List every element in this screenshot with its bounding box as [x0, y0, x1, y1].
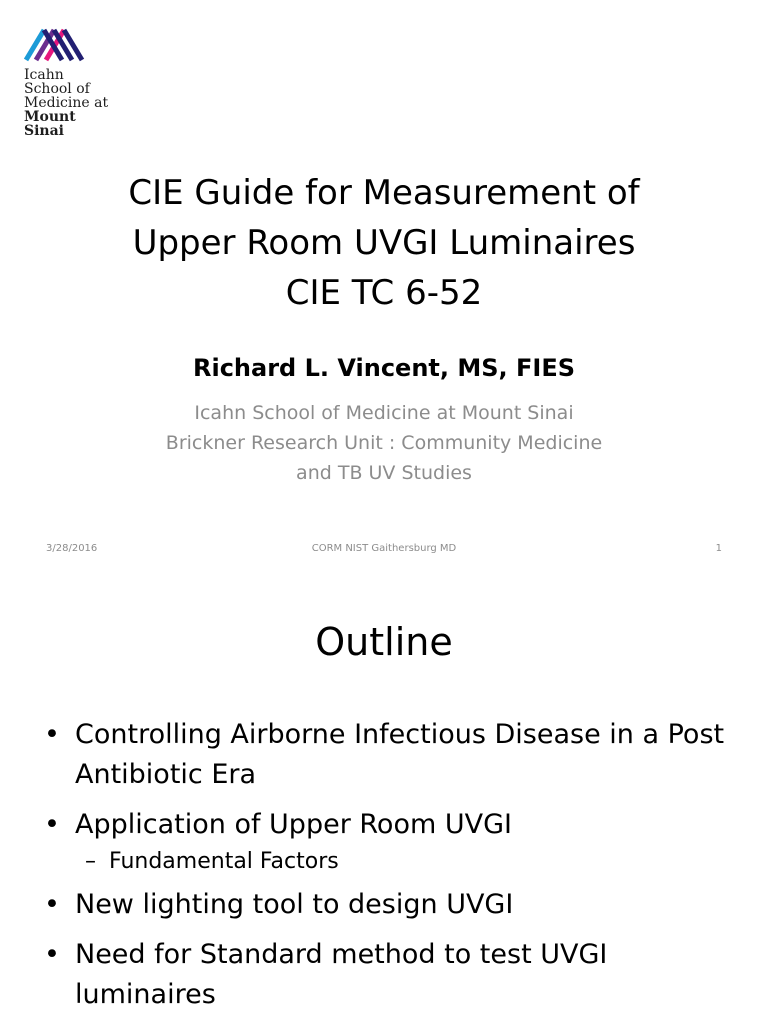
logo-mark-icon	[24, 26, 86, 62]
author-name: Richard L. Vincent, MS, FIES	[193, 354, 575, 382]
title-line: CIE Guide for Measurement of	[128, 173, 640, 213]
affiliation-line: Icahn School of Medicine at Mount Sinai	[194, 402, 574, 424]
logo-line: Mount	[24, 109, 76, 125]
logo-wordmark	[24, 68, 124, 138]
dash-icon: –	[85, 849, 96, 874]
outline-list	[44, 715, 744, 1025]
list-item	[44, 935, 744, 1015]
list-item	[44, 885, 744, 925]
bullet-icon: •	[44, 719, 60, 750]
list-item	[44, 715, 744, 795]
outline-slide	[0, 570, 768, 1024]
list-item-text: New lighting tool to design UVGI	[75, 889, 514, 920]
footer-date: 3/28/2016	[46, 543, 98, 554]
affiliation-line: Brickner Research Unit : Community Medicine	[165, 432, 603, 454]
list-item-text: Controlling Airborne Infectious Disease in a Post Antibiotic Era	[75, 719, 725, 790]
list-item-text: Application of Upper Room UVGI	[75, 809, 512, 840]
bullet-icon: •	[44, 939, 60, 970]
logo-line: Icahn	[24, 67, 64, 83]
list-item	[44, 805, 744, 845]
title-line: Upper Room UVGI Luminaires	[132, 223, 636, 263]
affiliation-line: and TB UV Studies	[296, 462, 472, 484]
school-logo	[24, 26, 124, 138]
affiliation	[0, 398, 768, 488]
list-item-text: Fundamental Factors	[109, 849, 339, 874]
footer-venue: CORM NIST Gaithersburg MD	[311, 543, 457, 554]
sub-list-item	[44, 845, 744, 879]
title-line: CIE TC 6-52	[285, 273, 483, 313]
slide-title	[0, 168, 768, 318]
bullet-icon: •	[44, 889, 60, 920]
logo-line: Sinai	[24, 123, 64, 139]
outline-title: Outline	[315, 620, 453, 664]
logo-line: Medicine at	[24, 95, 109, 111]
bullet-icon: •	[44, 809, 60, 840]
logo-line: School of	[24, 81, 90, 97]
footer-page-number: 1	[715, 543, 722, 554]
list-item-text: Need for Standard method to test UVGI luminaires	[75, 939, 608, 1010]
